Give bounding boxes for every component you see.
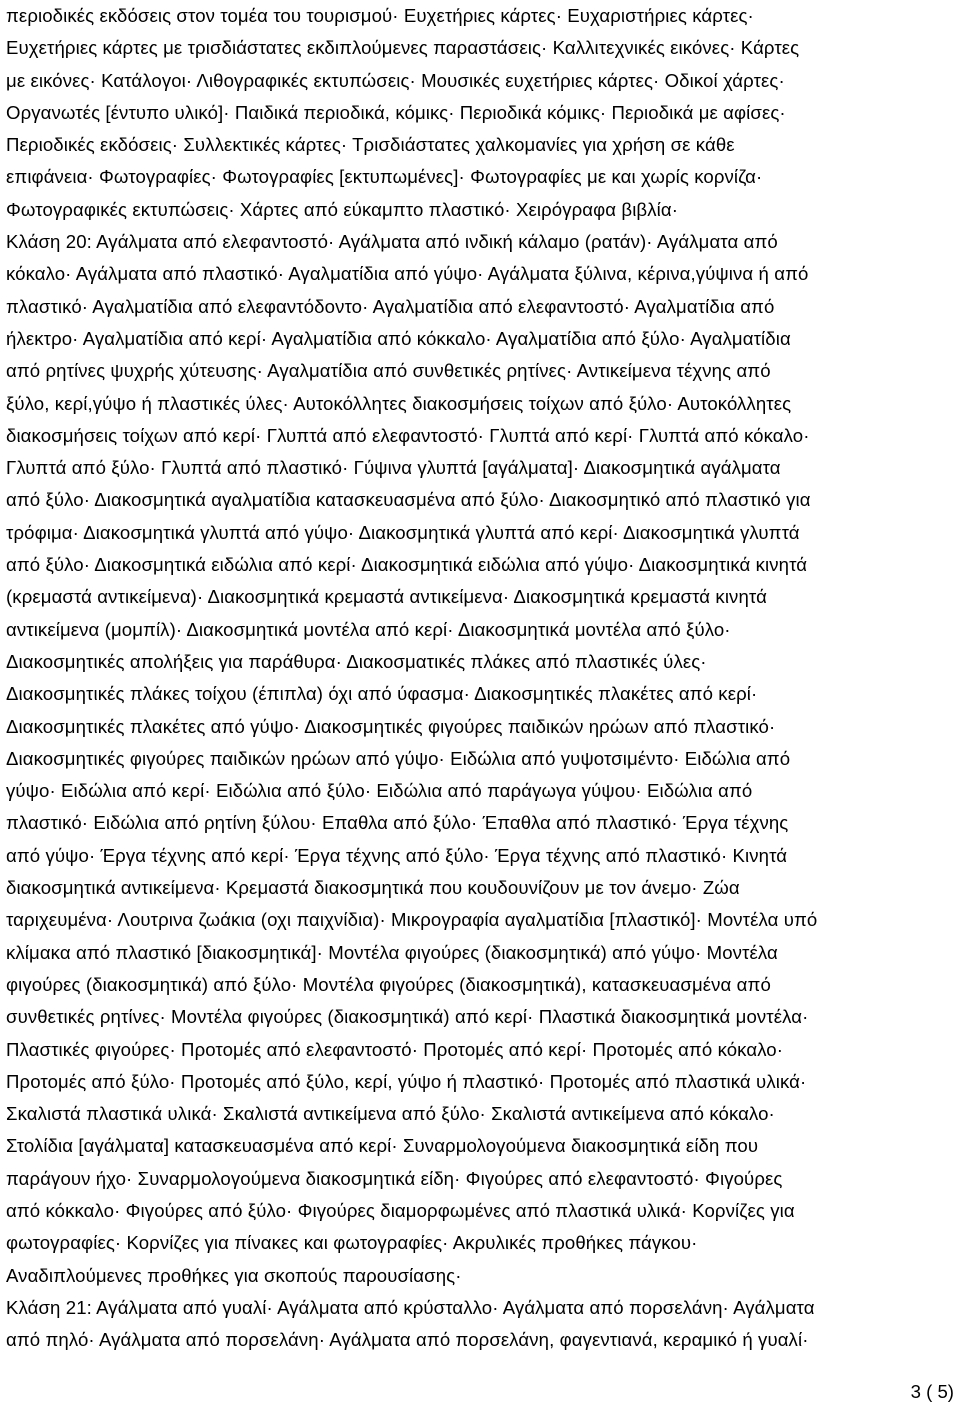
- text-line: διακοσμητικά αντικείμενα· Κρεμαστά διακοσμητικά που κουδουνίζουν με τον άνεμο· Ζώα: [6, 877, 740, 899]
- text-line: Προτομές από ξύλο· Προτομές από ξύλο, κερί, γύψο ή πλαστικό· Προτομές από πλαστικά υλικά·: [6, 1070, 807, 1092]
- text-line: φιγούρες (διακοσμητικά) από ξύλο· Μοντέλα φιγούρες (διακοσμητικά), κατασκευασμένα από: [6, 973, 771, 995]
- text-line: επιφάνεια· Φωτογραφίες· Φωτογραφίες [εκτυπωμένες]· Φωτογραφίες με και χωρίς κορνίζα·: [6, 166, 763, 188]
- text-line: από κόκκαλο· Φιγούρες από ξύλο· Φιγούρες διαμορφωμένες από πλαστικά υλικά· Κορνίζες για: [6, 1199, 795, 1221]
- document-body: [6, 0, 942, 1356]
- text-line: Διακοσμητικές φιγούρες παιδικών ηρώων από γύψο· Ειδώλια από γυψοτσιμέντο· Ειδώλια από: [6, 747, 791, 769]
- text-line: ταριχευμένα· Λουτρινα ζωάκια (οχι παιχνίδια)· Μικρογραφία αγαλματίδια [πλαστικό]· Μοντέλα υπό: [6, 909, 818, 931]
- text-line: Περιοδικές εκδόσεις· Συλλεκτικές κάρτες· Τρισδιάστατες χαλκομανίες για χρήση σε κάθε: [6, 134, 735, 156]
- text-line: Πλαστικές φιγούρες· Προτομές από ελεφαντοστό· Προτομές από κερί· Προτομές από κόκαλο·: [6, 1038, 784, 1060]
- text-line: από ρητίνες ψυχρής χύτευσης· Αγαλματίδια από συνθετικές ρητίνες· Αντικείμενα τέχνης από: [6, 360, 771, 382]
- text-line: Διακοσμητικές πλακέτες από γύψο· Διακοσμητικές φιγούρες παιδικών ηρώων από πλαστικό·: [6, 715, 776, 737]
- text-line: Διακοσμητικές πλάκες τοίχου (έπιπλα) όχι από ύφασμα· Διακοσμητικές πλακέτες από κερί·: [6, 683, 758, 705]
- text-line: (κρεμαστά αντικείμενα)· Διακοσμητικά κρεμαστά αντικείμενα· Διακοσμητικά κρεμαστά κινητά: [6, 586, 767, 608]
- text-line: φωτογραφίες· Κορνίζες για πίνακες και φωτογραφίες· Ακρυλικές προθήκες πάγκου·: [6, 1232, 698, 1254]
- text-line: από ξύλο· Διακοσμητικά αγαλματίδια κατασκευασμένα από ξύλο· Διακοσμητικό από πλαστικό για: [6, 489, 811, 511]
- class-21-heading-line: Κλάση 21: Αγάλματα από γυαλί· Αγάλματα από κρύσταλλο· Αγάλματα από πορσελάνη· Αγάλματα: [6, 1296, 815, 1318]
- text-line: παράγουν ήχο· Συναρμολογούμενα διακοσμητικά είδη· Φιγούρες από ελεφαντοστό· Φιγούρες: [6, 1167, 783, 1189]
- text-line: ήλεκτρο· Αγαλματίδια από κερί· Αγαλματίδια από κόκκαλο· Αγαλματίδια από ξύλο· Αγαλματίδια: [6, 327, 791, 349]
- page-number: 3 ( 5): [910, 1381, 954, 1402]
- text-line: τρόφιμα· Διακοσμητικά γλυπτά από γύψο· Διακοσμητικά γλυπτά από κερί· Διακοσμητικά γλυπτά: [6, 521, 800, 543]
- text-line: αντικείμενα (μομπίλ)· Διακοσμητικά μοντέλα από κερί· Διακοσμητικά μοντέλα από ξύλο·: [6, 618, 731, 640]
- text-line: συνθετικές ρητίνες· Μοντέλα φιγούρες (διακοσμητικά) από κερί· Πλαστικά διακοσμητικά μοντέλα·: [6, 1006, 809, 1028]
- text-line: Σκαλιστά πλαστικά υλικά· Σκαλιστά αντικείμενα από ξύλο· Σκαλιστά αντικείμενα από κόκαλο·: [6, 1103, 775, 1125]
- text-line: περιοδικές εκδόσεις στον τομέα του τουρισμού· Ευχετήριες κάρτες· Ευχαριστήριες κάρτες·: [6, 5, 754, 26]
- text-line: Στολίδια [αγάλματα] κατασκευασμένα από κερί· Συναρμολογούμενα διακοσμητικά είδη που: [6, 1135, 759, 1157]
- text-line: Φωτογραφικές εκτυπώσεις· Χάρτες από εύκαμπτο πλαστικό· Χειρόγραφα βιβλία·: [6, 198, 678, 220]
- text-line: πλαστικό· Ειδώλια από ρητίνη ξύλου· Επαθλα από ξύλο· Έπαθλα από πλαστικό· Έργα τέχνης: [6, 812, 789, 834]
- text-line: με εικόνες· Κατάλογοι· Λιθογραφικές εκτυπώσεις· Μουσικές ευχετήριες κάρτες· Οδικοί χάρτες·: [6, 69, 785, 91]
- text-line: ξύλο, κερί,γύψο ή πλαστικές ύλες· Αυτοκόλλητες διακοσμήσεις τοίχων από ξύλο· Αυτοκόλλητες: [6, 392, 792, 414]
- text-line: Διακοσμητικές απολήξεις για παράθυρα· Διακοσματικές πλάκες από πλαστικές ύλες·: [6, 650, 707, 672]
- text-line: κλίμακα από πλαστικό [διακοσμητικά]· Μοντέλα φιγούρες (διακοσμητικά) από γύψο· Μοντέλα: [6, 941, 778, 963]
- text-line: από πηλό· Αγάλματα από πορσελάνη· Αγάλματα από πορσελάνη, φαγεντιανά, κεραμικό ή γυαλί·: [6, 1329, 809, 1351]
- text-line: Γλυπτά από ξύλο· Γλυπτά από πλαστικό· Γύψινα γλυπτά [αγάλματα]· Διακοσμητικά αγάλματα: [6, 457, 781, 479]
- text-line: από ξύλο· Διακοσμητικά ειδώλια από κερί· Διακοσμητικά ειδώλια από γύψο· Διακοσμητικά κινητά: [6, 554, 808, 576]
- text-line: γύψο· Ειδώλια από κερί· Ειδώλια από ξύλο· Ειδώλια από παράγωγα γύψου· Ειδώλια από: [6, 780, 753, 802]
- text-line: κόκαλο· Αγάλματα από πλαστικό· Αγαλματίδια από γύψο· Αγάλματα ξύλινα, κέρινα,γύψινα ή από: [6, 263, 809, 285]
- text-line: Οργανωτές [έντυπο υλικό]· Παιδικά περιοδικά, κόμικς· Περιοδικά κόμικς· Περιοδικά με αφίσες·: [6, 101, 786, 123]
- text-line: πλαστικό· Αγαλματίδια από ελεφαντόδοντο· Αγαλματίδια από ελεφαντοστό· Αγαλματίδια από: [6, 295, 775, 317]
- text-line: από γύψο· Έργα τέχνης από κερί· Έργα τέχνης από ξύλο· Έργα τέχνης από πλαστικό· Κινητά: [6, 844, 788, 866]
- text-line: Ευχετήριες κάρτες με τρισδιάστατες εκδιπλούμενες παραστάσεις· Καλλιτεχνικές εικόνες· Κάρτες: [6, 37, 800, 59]
- class-20-heading-line: Κλάση 20: Αγάλματα από ελεφαντοστό· Αγάλματα από ινδική κάλαμο (ρατάν)· Αγάλματα από: [6, 231, 778, 253]
- text-line: Αναδιπλούμενες προθήκες για σκοπούς παρουσίασης·: [6, 1264, 462, 1286]
- text-line: διακοσμήσεις τοίχων από κερί· Γλυπτά από ελεφαντοστό· Γλυπτά από κερί· Γλυπτά από κόκαλο·: [6, 424, 810, 446]
